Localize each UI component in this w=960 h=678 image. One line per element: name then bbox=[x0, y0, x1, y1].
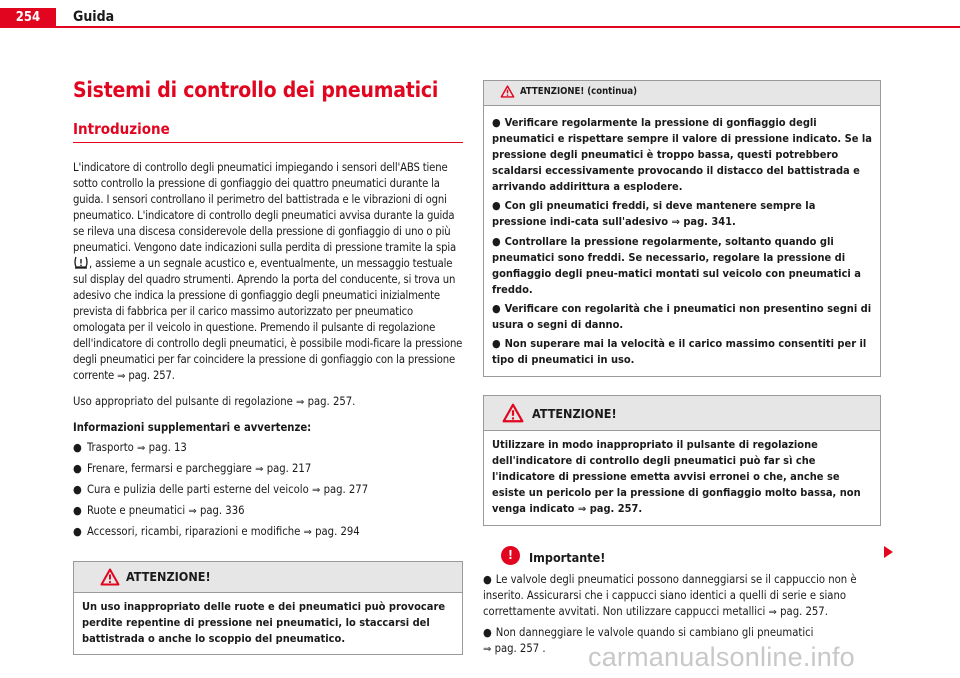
usage-text: Uso appropriato del pulsante di regolazione bbox=[73, 395, 293, 408]
bullet-icon: ● bbox=[73, 504, 82, 517]
bullet-icon: ● bbox=[492, 116, 501, 129]
warning-list bbox=[492, 115, 872, 368]
list-item: ● Non superare mai la velocità e il carico massimo consentiti per il tipo di pneumatici in uso. bbox=[492, 337, 867, 366]
info-list bbox=[73, 440, 463, 541]
ref-arrow-icon: ⇒ bbox=[137, 443, 146, 454]
bullet-icon: ● bbox=[492, 302, 501, 315]
warning-title: ATTENZIONE! bbox=[532, 406, 617, 421]
right-column bbox=[483, 80, 881, 658]
page-ref-link[interactable]: pag. 257 . bbox=[494, 642, 546, 655]
list-item: ● Accessori, ricambi, riparazioni e modifiche ⇒ pag. 294 bbox=[73, 525, 360, 538]
intro-page-ref[interactable]: pag. 257. bbox=[128, 369, 175, 382]
exclamation-circle-icon: ! bbox=[501, 546, 520, 565]
warning-title: ATTENZIONE! bbox=[126, 569, 211, 584]
bullet-icon: ● bbox=[73, 462, 82, 475]
warning-header bbox=[74, 562, 462, 592]
list-item: ● Verificare regolarmente la pressione di gonfiaggio degli pneumatici e rispettare sempre il valore di pressione indicato. Se la pressione degli pneumatici è troppo bassa, questi potrebbero scaldarsi eccessivamente provocando il distacco del battistrada e arrivando addirittura a esplodere. bbox=[492, 116, 872, 193]
list-item: ● Cura e pulizia delle parti esterne del veicolo ⇒ pag. 277 bbox=[73, 483, 369, 496]
ref-arrow-icon: ⇒ bbox=[296, 397, 305, 408]
ref-arrow-icon: ⇒ bbox=[577, 504, 587, 515]
warning-body bbox=[484, 430, 880, 525]
list-item: ● Controllare la pressione regolarmente, soltanto quando gli pneumatici sono freddi. Se necessario, regolare la pressione di gonfiaggio degli pneu-matici montati sul veicolo con pneumatici a freddo. bbox=[492, 235, 861, 296]
ref-arrow-icon: ⇒ bbox=[303, 527, 312, 538]
page-ref-link[interactable]: pag. 217 bbox=[266, 462, 312, 475]
warning-box bbox=[483, 395, 881, 526]
list-item: ● Verificare con regolarità che i pneumatici non presentino segni di usura o segni di danno. bbox=[492, 302, 872, 331]
ref-arrow-icon: ⇒ bbox=[255, 464, 264, 475]
page-number: 254 bbox=[0, 8, 56, 28]
page-ref-link[interactable]: pag. 336 bbox=[199, 504, 245, 517]
warning-header bbox=[484, 81, 880, 105]
bullet-icon: ● bbox=[492, 199, 501, 212]
watermark: carmanualsonline.info bbox=[588, 642, 855, 672]
bullet-icon: ● bbox=[492, 337, 501, 350]
bullet-icon: ● bbox=[73, 483, 82, 496]
warning-triangle-icon bbox=[100, 568, 120, 586]
page-header bbox=[0, 0, 960, 28]
subsection-heading: Introduzione bbox=[73, 120, 463, 143]
tire-pressure-warning-icon bbox=[73, 256, 89, 269]
ref-arrow-icon: ⇒ bbox=[483, 644, 492, 655]
page-ref-link[interactable]: pag. 13 bbox=[148, 441, 187, 454]
warning-continued-box bbox=[483, 80, 881, 377]
usage-paragraph bbox=[73, 394, 463, 411]
left-column bbox=[73, 78, 463, 655]
usage-page-ref[interactable]: pag. 257. bbox=[307, 395, 356, 408]
warning-box bbox=[73, 561, 463, 655]
info-heading: Informazioni supplementari e avvertenze: bbox=[73, 421, 312, 434]
ref-arrow-icon: ⇒ bbox=[768, 607, 777, 618]
list-item: ● Non danneggiare le valvole quando si cambiano gli pneumatici ⇒ pag. 257 . bbox=[483, 626, 814, 655]
ref-arrow-icon: ⇒ bbox=[117, 371, 126, 382]
page-ref-link[interactable]: pag. 294 bbox=[315, 525, 360, 538]
ref-arrow-icon: ⇒ bbox=[188, 506, 197, 517]
warning-triangle-icon bbox=[502, 403, 524, 423]
page-ref-link[interactable]: pag. 257. bbox=[780, 605, 828, 618]
next-page-arrow-icon[interactable] bbox=[884, 546, 893, 558]
bullet-icon: ● bbox=[73, 525, 82, 538]
bullet-icon: ● bbox=[492, 235, 501, 248]
section-heading: Sistemi di controllo dei pneumatici bbox=[73, 78, 439, 102]
warning-text: Un uso inappropriato delle ruote e dei pneumatici può provocare perdite repentine di pressione nei pneumatici, lo staccarsi del battistrada o anche lo scoppio del pneumatico. bbox=[74, 592, 462, 654]
important-title: Importante! bbox=[529, 550, 606, 565]
header-rule bbox=[56, 26, 960, 28]
bullet-icon: ● bbox=[483, 626, 492, 639]
list-item: ● Ruote e pneumatici ⇒ pag. 336 bbox=[73, 504, 245, 517]
intro-paragraph bbox=[73, 160, 463, 385]
intro-text-2: , assieme a un segnale acustico e, eventualmente, un messaggio testuale sul display del quadro strumenti. Aprendo la porta del conducente, si trova un adesivo che indica la pressione di gonfiaggio degli pneumatici inizialmente prevista di fabbrica per il carico massimo autorizzato per pneumatico omologata per il veicolo in questione. Premendo il pulsante di regolazione dell'indicatore di controllo degli pneumatici, è possibile modi-ficare la pressione degli pneumatici per far coincidere la pressione di gonfiaggio con la pressione corrente bbox=[73, 257, 463, 382]
bullet-icon: ● bbox=[73, 441, 82, 454]
warning-triangle-icon bbox=[500, 85, 515, 98]
warning-text: Utilizzare in modo inappropriato il pulsante di regolazione dell'indicatore di controllo degli pneumatici può far sì che l'indicatore di pressione emetta avvisi erronei o che, anche se esiste un pericolo per la pressione di gonfiaggio molto bassa, non venga indicato bbox=[492, 438, 861, 515]
list-item: ● Le valvole degli pneumatici possono danneggiarsi se il cappuccio non è inserito. Assicurarsi che i cappucci siano identici a quelli di serie e siano correttamente avvitati. Non utilizzare cappucci metallici ⇒ pag. 257. bbox=[483, 573, 857, 618]
ref-arrow-icon: ⇒ bbox=[311, 485, 321, 496]
bullet-icon: ● bbox=[483, 573, 492, 586]
page-ref-link[interactable]: pag. 341. bbox=[683, 215, 736, 228]
list-item: ● Frenare, fermarsi e parcheggiare ⇒ pag. 217 bbox=[73, 462, 312, 475]
important-header bbox=[483, 546, 881, 568]
list-item: ● Con gli pneumatici freddi, si deve mantenere sempre la pressione indi-cata sull'adesivo ⇒ pag. 341. bbox=[492, 199, 816, 228]
page-ref-link[interactable]: pag. 277 bbox=[323, 483, 369, 496]
warning-body bbox=[484, 105, 880, 376]
intro-text-1: L'indicatore di controllo degli pneumatici impiegando i sensori dell'ABS tiene sotto controllo la pressione di gonfiaggio dei quattro pneumatici durante la guida. I sensori controllano il perimetro del battistrada e le vibrazioni di ogni pneumatico. L'indicatore di controllo degli pneumatici avvisa durante la guida se rileva una discesa considerevole della pressione di gonfiaggio di uno o più pneumatici. Vengono date indicazioni sulla perdita di pressione tramite la spia bbox=[73, 161, 456, 254]
warning-header bbox=[484, 396, 880, 430]
page-ref-link[interactable]: pag. 257. bbox=[589, 502, 643, 515]
list-item: ● Trasporto ⇒ pag. 13 bbox=[73, 441, 187, 454]
header-title: Guida bbox=[73, 9, 115, 25]
warning-title: ATTENZIONE! (continua) bbox=[520, 86, 638, 97]
ref-arrow-icon: ⇒ bbox=[671, 217, 680, 228]
